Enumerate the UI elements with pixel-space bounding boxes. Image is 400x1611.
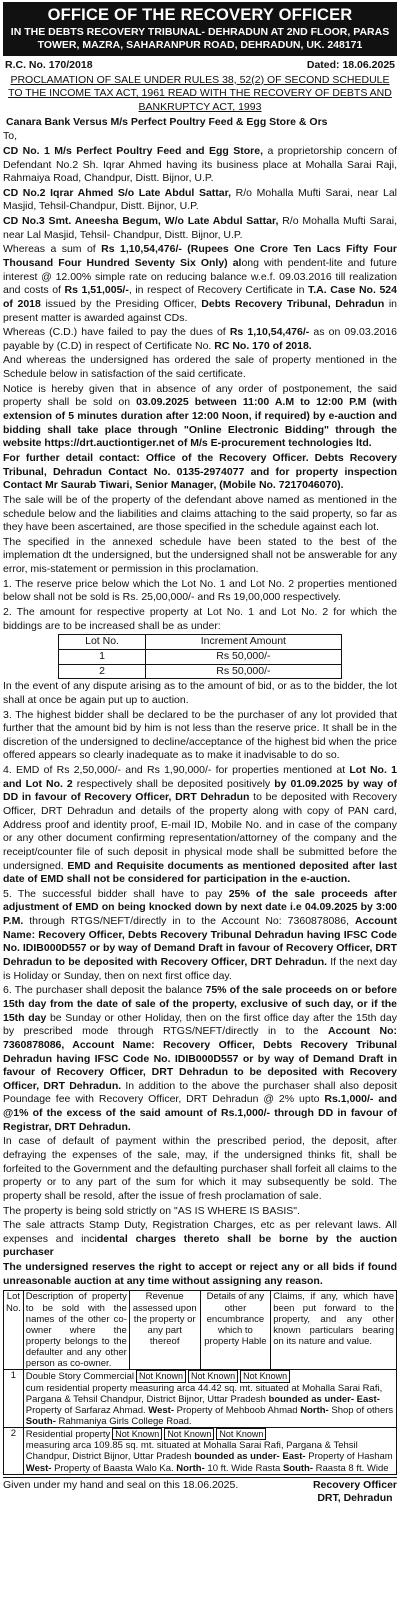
successful-bidder-paragraph [3,888,397,983]
revenue-value: Not Known [136,1370,186,1382]
auction-schedule: 03.09.2025 between 11:00 A.M to 12:00 P.M (with extension of 5 minutes duration after 12:00 Noon, if required) by e-auction and bidding shall take place through "Online Electronic Bidding" through the website https://drt.auctiontiger.net of M/s E-procurement technologies ltd. [3,396,397,450]
text-run: Property of Baasta Walo Ka. [51,1462,177,1474]
revenue-value: Not Known [112,1428,162,1440]
rc-reference: RC No. 170 of 2018. [214,339,312,352]
text-run: Shop of others [328,1404,394,1416]
office-title: OFFICE OF THE RECOVERY OFFICER [47,6,353,24]
text-run: as on 09.03.2016 payable by (C.D) in respect of Certificate No. [3,326,397,352]
footer [3,1477,397,1506]
text-run: through RTGS/NEFT/directly in to the Account No: 7360878086, [23,915,355,928]
rc-number: R.C. No. 170/2018 [5,59,93,72]
increment-lot: 2 [59,664,146,679]
cd3-paragraph [3,215,397,242]
encumbrance-value: Not Known [188,1370,238,1382]
highest-bidder-paragraph: 3. The highest bidder shall be declared to be the purchaser of any lot provided that further that the amount bid by him is not less than the reserve price. It shall be in the discretion of the undersigned to decline/acceptance of the highest bid when the price offered appears so clearly inadequate as to make it inadvisable to do so. [3,708,397,762]
case-title: Canara Bank Versus M/s Perfect Poultry Feed & Egg Store & Ors [6,115,328,128]
signatory-title: Recovery Officer [312,1478,397,1491]
text-run: West- [25,1462,52,1474]
text-run: bounded as under- East- [194,1451,306,1463]
text-run: respectively shall be deposited positively [72,777,275,790]
reserve-right-paragraph: The undersigned reserves the right to accept or reject any or all bids if found unreasonable auction at any time without assigning any reason. [3,1261,397,1287]
increment-table [58,634,342,679]
text-run: Account Name: Recovery Officer, Debts Recovery Tribunal Dehradun having IFSC Code No. IDIB000D557 or by way of Demand Draft in favour of Recovery Officer, DRT Dehradun to be deposited with Recovery Officer, DRT Dehradun. [3,915,397,969]
lot-description [23,1427,396,1474]
proclamation-heading: PROCLAMATION OF SALE UNDER RULES 38, 52(2) OF SECOND SCHEDULE TO THE INCOME TAX ACT, 1961 READ WITH THE RECOVERY OF DEBTS AND BANKRUPTCY ACT, 1993 [8,73,392,113]
stamp-duty-paragraph [3,1219,397,1260]
text-run: Rahmaniya Girls College Road. [55,1415,192,1427]
increment-header-amount: Increment Amount [145,635,341,650]
text-run: , in respect of Recovery Certificate in [128,284,309,297]
text-run: Raasta 8 ft. Wide [313,1462,389,1474]
text-run: be Sunday or other Holiday, then on the first office day after the 15th day by prescribed mode through RTGS/NEFT/directly in to the [3,1011,397,1038]
cd3-text: R/o Mohalla Mufti Sarai, near Lal Masjid, Tehsil- Chandpur, Distt. Bijnor, U.P. [3,215,397,241]
rc-row [5,59,395,73]
reserve-price-paragraph: 1. The reserve price below which the Lot No. 1 and Lot No. 2 properties mentioned below shall not be sold is Rs. 25,00,000/- and Rs 19,00,000 respectively. [3,577,397,604]
text-run: Whereas (C.D.) have failed to pay the dues of [3,326,230,339]
text-run: Property of Mehboob Ahmad [174,1404,301,1416]
text-run: South- [25,1415,56,1427]
costs-amount: Rs 1,51,005/- [64,284,129,297]
text-run: Property of Hasham [305,1451,393,1463]
text-run: issued by the Presiding Officer, [40,297,202,310]
text-run: Lot No. 1 and Lot No. 2 [3,764,397,790]
balance-payment-paragraph [3,984,397,1134]
text-run: 25% of the sale proceeds after adjustment of EMD on being knocked down by next date i.e 04.09.2025 by 3:00 P.M. [3,887,397,928]
lot-number: 2 [4,1427,24,1474]
notice-paragraph [3,383,397,451]
increment-paragraph: 2. The amount for respective property at Lot No. 1 and Lot No. 2 for which the biddings are to be increased shall be as under: [3,606,397,632]
text-run: cum residential property measuring arca 44.42 sq. mt. situated at Mohalla Sarai Rafi, Pargana & Tehsil Chandpur, District Bijnor, Uttar Pradesh [25,1382,383,1405]
text-run: by 01.09.2025 by way of DD in favour of Recovery Officer, DRT Dehradun [3,777,398,804]
given-under: Given under my hand and seal on this 18.06.2025. [3,1478,239,1491]
lot-title-line [26,1428,394,1440]
text-run: ong with pendent-lite and future interest @ 12.00% simple rate on reducing balance w.e.f. 09.03.2016 till realization and costs of [3,257,397,297]
text-run: West- [148,1404,174,1416]
lot-description [23,1370,396,1428]
increment-header-lot: Lot No. [59,635,146,650]
text-run: 5. The successful bidder shall have to pay [3,887,229,900]
lot-title: Double Story Commercial [25,1371,135,1383]
text-run: Rs.1,000/- and @1% of the excess of the said amount of Rs.1,000/- through DD in favour of Registrar, DRT Dehradun. [3,1093,397,1133]
text-run: EMD and Requisite documents as mentioned deposited after last date of EMD shall not be considered for participation in the e-auction. [3,859,397,886]
lot-number: 1 [4,1370,24,1428]
table-row [4,1370,397,1428]
text-run: in present matter is awarded against CDs. [3,297,397,324]
header-banner [3,2,397,56]
notice-date: Dated: 18.06.2025 [306,59,395,72]
text-run: Property of Sarfaraz Ahmad. [25,1404,149,1416]
increment-lot: 1 [59,649,146,664]
text-run: 4. EMD of Rs 2,50,000/- and Rs 1,90,000/- for properties mentioned at [3,764,350,777]
cd1-text: a proprietorship concern of Defendant No.2 Sh. Iqrar Ahmed having its business place at Mohalla Sarai Raji, Rahmaiya Road, Chandpur, Distt. Bijnor, U.P. [3,144,397,185]
text-run: 75% of the sale proceeds on or before 15th day from the date of sale of the property, exclusive of such day, or if the 15th day [3,984,397,1024]
whereas-ordered-paragraph: And whereas the undersigned has ordered the sale of property mentioned in the Schedule below in satisfaction of the said certificate. [3,354,397,381]
text-run: 6. The purchaser shall deposit the balance [3,984,206,997]
schedule-header-claims: Claims, if any, which have been put forward to the property, and any other known particulars bearing on its nature and value. [271,1291,397,1370]
schedule-header-description: Description of property to be sold with the names of the other co-owner where the property belongs to the defaulter and any other person as co-owner. [23,1291,129,1370]
text-run: bounded as under- East- [268,1393,380,1405]
signatory-block [313,1479,397,1506]
increment-amount: Rs 50,000/- [145,649,341,664]
ta-case-number: T.A. Case No. 524 of 2018 [3,284,397,310]
increment-amount: Rs 50,000/- [145,664,341,679]
default-paragraph: In case of default of payment within the prescribed period, the deposit, after defraying the expenses of the sale, may, if the undersigned thinks fit, shall be forfeited to the Government and the defaulting purchaser shall forfeit all claims to the property or to any part of the sum for which it may subsequently be sold. The property shall be resold, after the issue of fresh proclamation of sale. [3,1135,397,1202]
lot-title: Residential property [25,1428,111,1440]
cd2-text: R/o Mohalla Mufti Sarai, near Lal Masjid, Tehsil-Chandpur, Distt. Bijnor, U.P. [3,186,397,213]
schedule-table [3,1290,397,1474]
specified-paragraph: The specified in the annexed schedule have been stated to the best of the implemation dt the undersigned, but the undersigned shall not be answerable for any error, mis-statement or permission in this proclamation. [3,535,397,576]
text-run: The sale attracts Stamp Duty, Registration Charges, etc as per relevant laws. All expenses and inci [3,1219,397,1245]
text-run: North- [176,1462,205,1474]
schedule-header-lot: Lot No. [4,1291,24,1370]
text-run: Notice is hereby given that in absence of any order of postponement, the said property shall be sold on [3,382,397,409]
office-address: IN THE DEBTS RECOVERY TRIBUNAL- DEHRADUN AT 2ND FLOOR, PARAS TOWER, MAZRA, SAHARANPUR ROAD, DEHRADUN, UK. 248171 [10,26,390,52]
text-run: to be deposited with Recovery Officer, DRT Dehradun and details of the property along with copy of PAN card, Address proof and identity proof, E-mail ID, Mobile No. and in case of the company or any other document confirming representation/attorney of the company and the receipt/counter file of such deposit in physical mode shall be submitted before the undersigned. [3,791,397,872]
cd1-paragraph [3,145,397,186]
text-run: Whereas a sum of [3,243,102,256]
text-run: If the next day is Holiday or Sunday, then on next first office day. [3,956,397,982]
cd3-label: CD No.3 Smt. Aneesha Begum, W/o Late Abdul Sattar, [3,215,279,228]
whereas-dues-paragraph [3,243,397,325]
text-run: Account No: 7360878086, Account Name: Recovery Officer, Debts Recovery Tribunal Dehradun having IFSC Code No. IDIB000D557 or by way of Demand Draft in favour of Recovery Officer, DRT Dehradun to be deposited with Recovery Officer, DRT Dehradun. [3,1025,397,1092]
claims-value: Not Known [240,1370,290,1382]
increment-header-row [59,635,342,650]
table-row [59,649,342,664]
sale-property-paragraph: The sale will be of the property of the defendant above named as mentioned in the schedule below and the liabilities and claims attaching to the said property, so far as they have been ascertained, are those specified in the schedule against each lot. [3,493,397,534]
claims-value: Not Known [216,1428,266,1440]
text-run: measuring arca 109.85 sq. mt. situated at Mohalla Sarai Rafi, Pargana & Tehsil Chandpur, District Bijnor, Uttar Pradesh [25,1440,358,1463]
table-row [4,1427,397,1474]
cd2-label: CD No.2 Iqrar Ahmed S/o Late Abdul Sattar, [3,186,232,199]
as-is-paragraph: The property is being sold strictly on "AS IS WHERE IS BASIS". [3,1204,300,1217]
text-run: North- [300,1404,329,1416]
notice-page [3,2,397,1506]
text-run: 10 ft. Wide Rasta [204,1462,283,1474]
text-run: South- [282,1462,314,1474]
dues-amount: Rs 1,10,54,476/- [229,326,310,339]
cd1-label: CD No. 1 M/s Perfect Poultry Feed and Egg Store, [3,144,264,157]
signatory-office: DRT, Dehradun [317,1492,393,1505]
contact-paragraph: For further detail contact: Office of the Recovery Officer. Debts Recovery Tribunal, Dehradun Contact No. 0135-2974077 and for property inspection Contact Mr Saurab Tiwari, Senior Manager, (Mobile No. 7217046070). [3,451,397,492]
text-run: dental charges thereto shall be borne by the auction purchaser [3,1232,397,1259]
addressee-to: To, [3,130,18,143]
text-run: In addition to the above the purchaser shall also deposit Poundage fee with Recovery Officer, DRT Dehradun @ 2% upto [3,1079,397,1106]
cd2-paragraph [3,187,397,214]
schedule-header-revenue: Revenue assessed upon the property or any part thereof [129,1291,200,1370]
table-row [59,664,342,679]
lot-title-line [26,1370,394,1382]
dues-amount: Rs 1,10,54,476/- (Rupees One Crore Ten Lacs Fifty Four Thousand Four Hundred Seventy Six Only) al [3,243,397,269]
schedule-header-encumbrance: Details of any other encumbrance which to property Hable [200,1291,271,1370]
dispute-paragraph: In the event of any dispute arising as to the amount of bid, or as to the bidder, the lot shall at once be again put up to auction. [3,680,397,706]
whereas-failed-paragraph [3,326,397,353]
encumbrance-value: Not Known [164,1428,214,1440]
emd-paragraph [3,764,397,887]
tribunal-name: Debts Recovery Tribunal, Dehradun [201,297,385,310]
schedule-header-row [4,1291,397,1370]
